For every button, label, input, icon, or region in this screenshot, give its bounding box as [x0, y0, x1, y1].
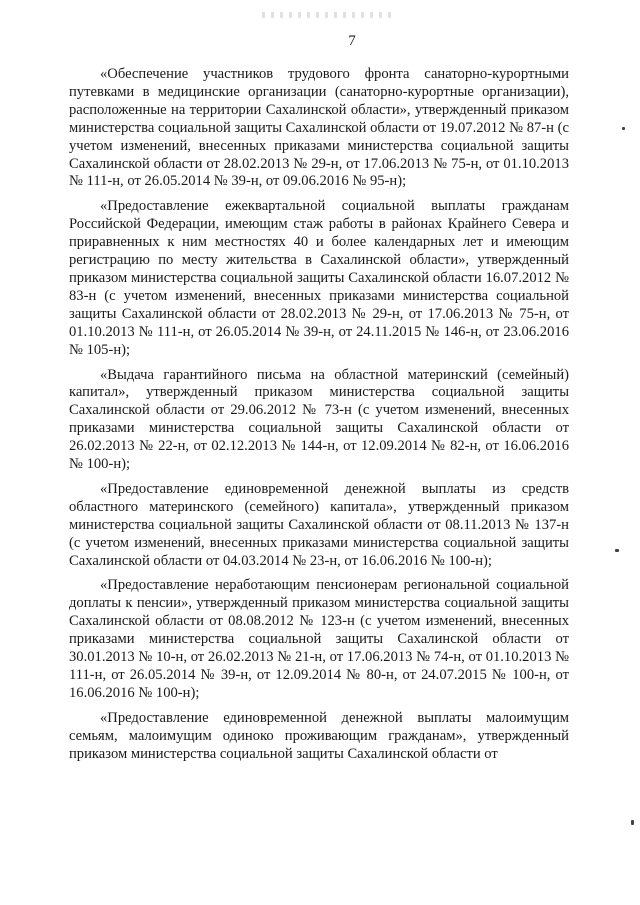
scan-header-noise — [262, 12, 394, 18]
paragraph-low-income-payment: «Предоставление единовременной денежной выплаты малоимущим семьям, малоимущим одиноко проживающим гражданам», утвержденный приказом министерства социальной защиты Сахалинской области от — [69, 709, 569, 762]
paragraph-maternity-capital-payment: «Предоставление единовременной денежной выплаты из средств областного материнского (семейного) капитала», утвержденный приказом министерства социальной защиты Сахалинской области от 08.11.2013 № 137-н (с учетом изменений, внесенных приказами министерства социальной защиты Сахалинской области от 04.03.2014 № 23-н, от 16.06.2016 № 100-н); — [69, 480, 569, 569]
scan-speck — [631, 820, 634, 825]
page-number: 7 — [348, 33, 356, 49]
paragraph-quarterly-payment-north: «Предоставление ежеквартальной социальной выплаты гражданам Российской Федерации, имеющим стаж работы в районах Крайнего Севера и приравненных к ним местностях 40 и более календарных лет и имеющим регистрацию по месту жительства в Сахалинской области», утвержденный приказом министерства социальной защиты Сахалинской области 16.07.2012 № 83-н (с учетом изменений, внесенных приказами министерства социальной защиты Сахалинской области от 28.02.2013 № 29-н, от 17.06.2013 № 75-н, от 01.10.2013 № 111-н, от 26.05.2014 № 39-н, от 24.11.2015 № 146-н, от 23.06.2016 № 105-н); — [69, 198, 569, 358]
scan-speck — [622, 127, 625, 130]
paragraph-pensioner-supplement: «Предоставление неработающим пенсионерам региональной социальной доплаты к пенсии», утвержденный приказом министерства социальной защиты Сахалинской области от 08.08.2012 № 123-н (с учетом изменений, внесенных приказами министерства социальной защиты Сахалинской области от 30.01.2013 № 10-н, от 26.02.2013 № 21-н, от 17.06.2013 № 74-н, от 01.10.2013 № 111-н, от 26.05.2014 № 39-н, от 12.09.2014 № 80-н, от 24.07.2015 № 100-н, от 16.06.2016 № 100-н); — [69, 577, 569, 701]
paragraph-maternity-capital-letter: «Выдача гарантийного письма на областной материнский (семейный) капитал», утвержденный приказом министерства социальной защиты Сахалинской области от 29.06.2012 № 73-н (с учетом изменений, внесенных приказами министерства социальной защиты Сахалинской области от 26.02.2013 № 22-н, от 02.12.2013 № 144-н, от 12.09.2014 № 82-н, от 16.06.2016 № 100-н); — [69, 366, 569, 473]
scan-speck — [615, 549, 619, 552]
paragraph-war-workers-vouchers: «Обеспечение участников трудового фронта санаторно-курортными путевками в медицинские организации (санаторно-курортные организации), расположенные на территории Сахалинской области», утвержденный приказом министерства социальной защиты Сахалинской области от 19.07.2012 № 87-н (с учетом изменений, внесенных приказами министерства социальной защиты Сахалинской области от 28.02.2013 № 29-н, от 17.06.2013 № 75-н, от 01.10.2013 № 111-н, от 26.05.2014 № 39-н, от 09.06.2016 № 95-н); — [69, 66, 569, 190]
document-body — [69, 66, 569, 764]
